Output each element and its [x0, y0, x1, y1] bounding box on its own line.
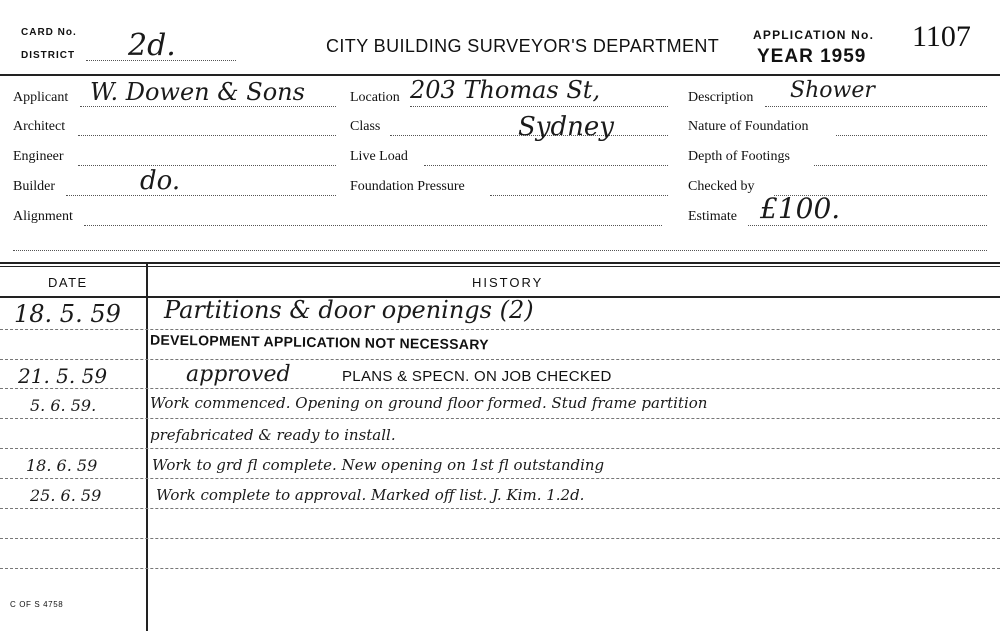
table-row-entry: Work complete to approval. Marked off list. J. Kim. 1.2d. [156, 486, 585, 504]
table-top-rule-2 [0, 266, 1000, 267]
class-value: Sydney [518, 112, 614, 142]
table-row-entry: approved [186, 362, 291, 387]
table-row-entry: Work commenced. Opening on ground floor formed. Stud frame partition [150, 394, 708, 412]
row-line [0, 568, 1000, 569]
alignment-label: Alignment [13, 209, 73, 224]
row-line [0, 448, 1000, 449]
table-row-entry: prefabricated & ready to install. [150, 426, 396, 444]
estimate-label: Estimate [688, 209, 737, 224]
location-line [410, 106, 668, 107]
location-label: Location [350, 90, 400, 105]
table-row-date: 5. 6. 59. [30, 396, 97, 415]
plans-checked-stamp: PLANS & SPECN. ON JOB CHECKED [342, 368, 612, 385]
builder-line [66, 195, 336, 196]
row-line [0, 538, 1000, 539]
description-label: Description [688, 90, 754, 105]
table-row-entry: Work to grd fl complete. New opening on 1st fl outstanding [152, 456, 605, 474]
department-title: CITY BUILDING SURVEYOR'S DEPARTMENT [326, 36, 720, 56]
row-line [0, 359, 1000, 360]
table-row-entry: Partitions & door openings (2) [164, 296, 534, 324]
row-line [0, 508, 1000, 509]
table-row-date: 21. 5. 59 [18, 364, 108, 388]
class-label: Class [350, 119, 381, 134]
row-line [0, 329, 1000, 330]
application-number: 1107 [912, 20, 971, 53]
architect-line [78, 135, 336, 136]
nature-of-foundation-label: Nature of Foundation [688, 119, 809, 134]
builder-label: Builder [13, 179, 55, 194]
table-top-rule-1 [0, 262, 1000, 264]
foundation-pressure-line [490, 195, 668, 196]
description-line [765, 106, 987, 107]
nature-of-foundation-line [836, 135, 987, 136]
table-row-date: 18. 5. 59 [14, 300, 121, 328]
architect-label: Architect [13, 119, 66, 134]
history-column-header: HISTORY [472, 275, 544, 290]
engineer-label: Engineer [13, 149, 64, 164]
builder-value: do. [140, 166, 181, 196]
checked-by-label: Checked by [688, 179, 755, 194]
foundation-pressure-label: Foundation Pressure [350, 179, 465, 194]
district-label: DISTRICT [21, 50, 76, 61]
applicant-line [80, 106, 336, 107]
live-load-label: Live Load [350, 149, 408, 164]
application-no-label: APPLICATION No. [753, 28, 875, 42]
row-line [0, 388, 1000, 389]
applicant-label: Applicant [13, 90, 69, 105]
location-value: 203 Thomas St, [410, 76, 601, 104]
district-value: 2d. [128, 28, 176, 63]
alignment-line [84, 225, 662, 226]
table-row-date: 25. 6. 59 [30, 486, 102, 505]
engineer-line [78, 165, 336, 166]
form-code: C OF S 4758 [10, 600, 64, 609]
live-load-line [424, 165, 668, 166]
card-no-label: CARD No. [21, 27, 77, 38]
row-line [0, 478, 1000, 479]
estimate-value: £100. [760, 192, 841, 225]
blank-field-line [13, 250, 987, 251]
description-value: Shower [790, 78, 875, 103]
row-line [0, 418, 1000, 419]
depth-of-footings-label: Depth of Footings [688, 149, 790, 164]
development-stamp: DEVELOPMENT APPLICATION NOT NECESSARY [149, 331, 489, 353]
depth-of-footings-line [814, 165, 987, 166]
date-column-header: DATE [48, 275, 88, 290]
year-label: YEAR 1959 [757, 46, 867, 67]
estimate-line [748, 225, 987, 226]
applicant-value: W. Dowen & Sons [90, 78, 305, 106]
table-row-date: 18. 6. 59 [26, 456, 98, 475]
